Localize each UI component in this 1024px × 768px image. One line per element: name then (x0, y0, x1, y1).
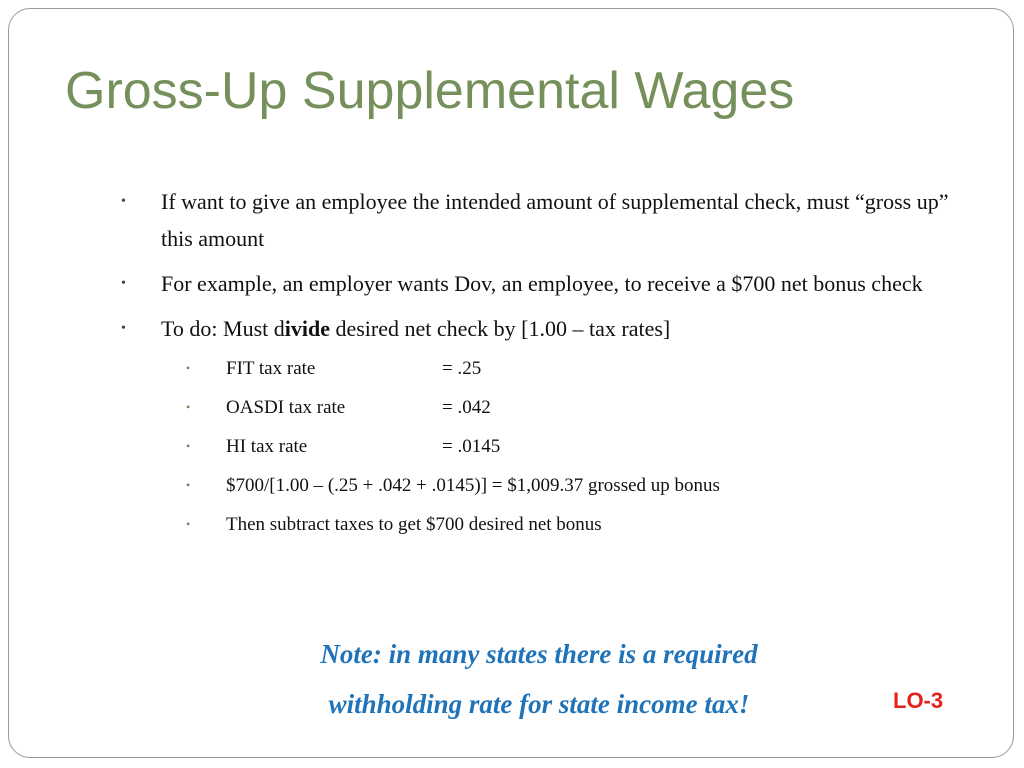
slide-frame (8, 8, 1014, 758)
gross-up-formula: $700/[1.00 – (.25 + .042 + .0145)] = $1,009.37 grossed up bonus (226, 475, 720, 496)
sub-bullet-dot-icon: • (186, 517, 191, 531)
sub-bullet-dot-icon: • (186, 439, 191, 453)
sub-bullet-dot-icon: • (186, 361, 191, 375)
bullet-item (121, 183, 961, 257)
sub-bullet-item (186, 427, 961, 466)
sub-bullet-text: Then subtract taxes to get $700 desired net bonus (226, 514, 602, 535)
bullet-text: For example, an employer wants Dov, an employee, to receive a $700 net bonus check (161, 271, 923, 296)
note-line-2: withholding rate for state income tax! (328, 689, 750, 719)
bullet-dot-icon: • (121, 276, 126, 291)
bullet-item (121, 265, 961, 302)
bullet-dot-icon: • (121, 194, 126, 209)
tax-rate-label: FIT tax rate (226, 358, 316, 379)
sub-bullet-item (186, 349, 961, 388)
bullet-item (121, 310, 961, 544)
sub-bullet-dot-icon: • (186, 400, 191, 414)
bullet-dot-icon: • (121, 321, 126, 336)
slide-title: Gross-Up Supplemental Wages (65, 62, 795, 120)
bullet-list (121, 183, 961, 552)
sub-bullet-item (186, 505, 961, 544)
sub-bullet-list (161, 349, 961, 544)
tax-rate-value: = .25 (442, 358, 482, 379)
tax-rate-label: OASDI tax rate (226, 397, 346, 418)
bullet-text-bold: ivide (284, 316, 330, 341)
sub-bullet-item (186, 388, 961, 427)
bullet-text-prefix: To do: Must d (161, 316, 285, 341)
tax-rate-value: = .042 (442, 397, 491, 418)
note-line-1: Note: in many states there is a required (320, 639, 758, 669)
sub-bullet-item (186, 466, 961, 505)
sub-bullet-dot-icon: • (186, 478, 191, 492)
bullet-text-suffix: desired net check by [1.00 – tax rates] (329, 316, 671, 341)
note-text (249, 629, 829, 729)
tax-rate-label: HI tax rate (226, 436, 308, 457)
learning-objective-tag: LO-3 (893, 688, 944, 713)
bullet-text: If want to give an employee the intended amount of supplemental check, must “gross up” this amount (161, 189, 949, 251)
tax-rate-value: = .0145 (442, 436, 501, 457)
